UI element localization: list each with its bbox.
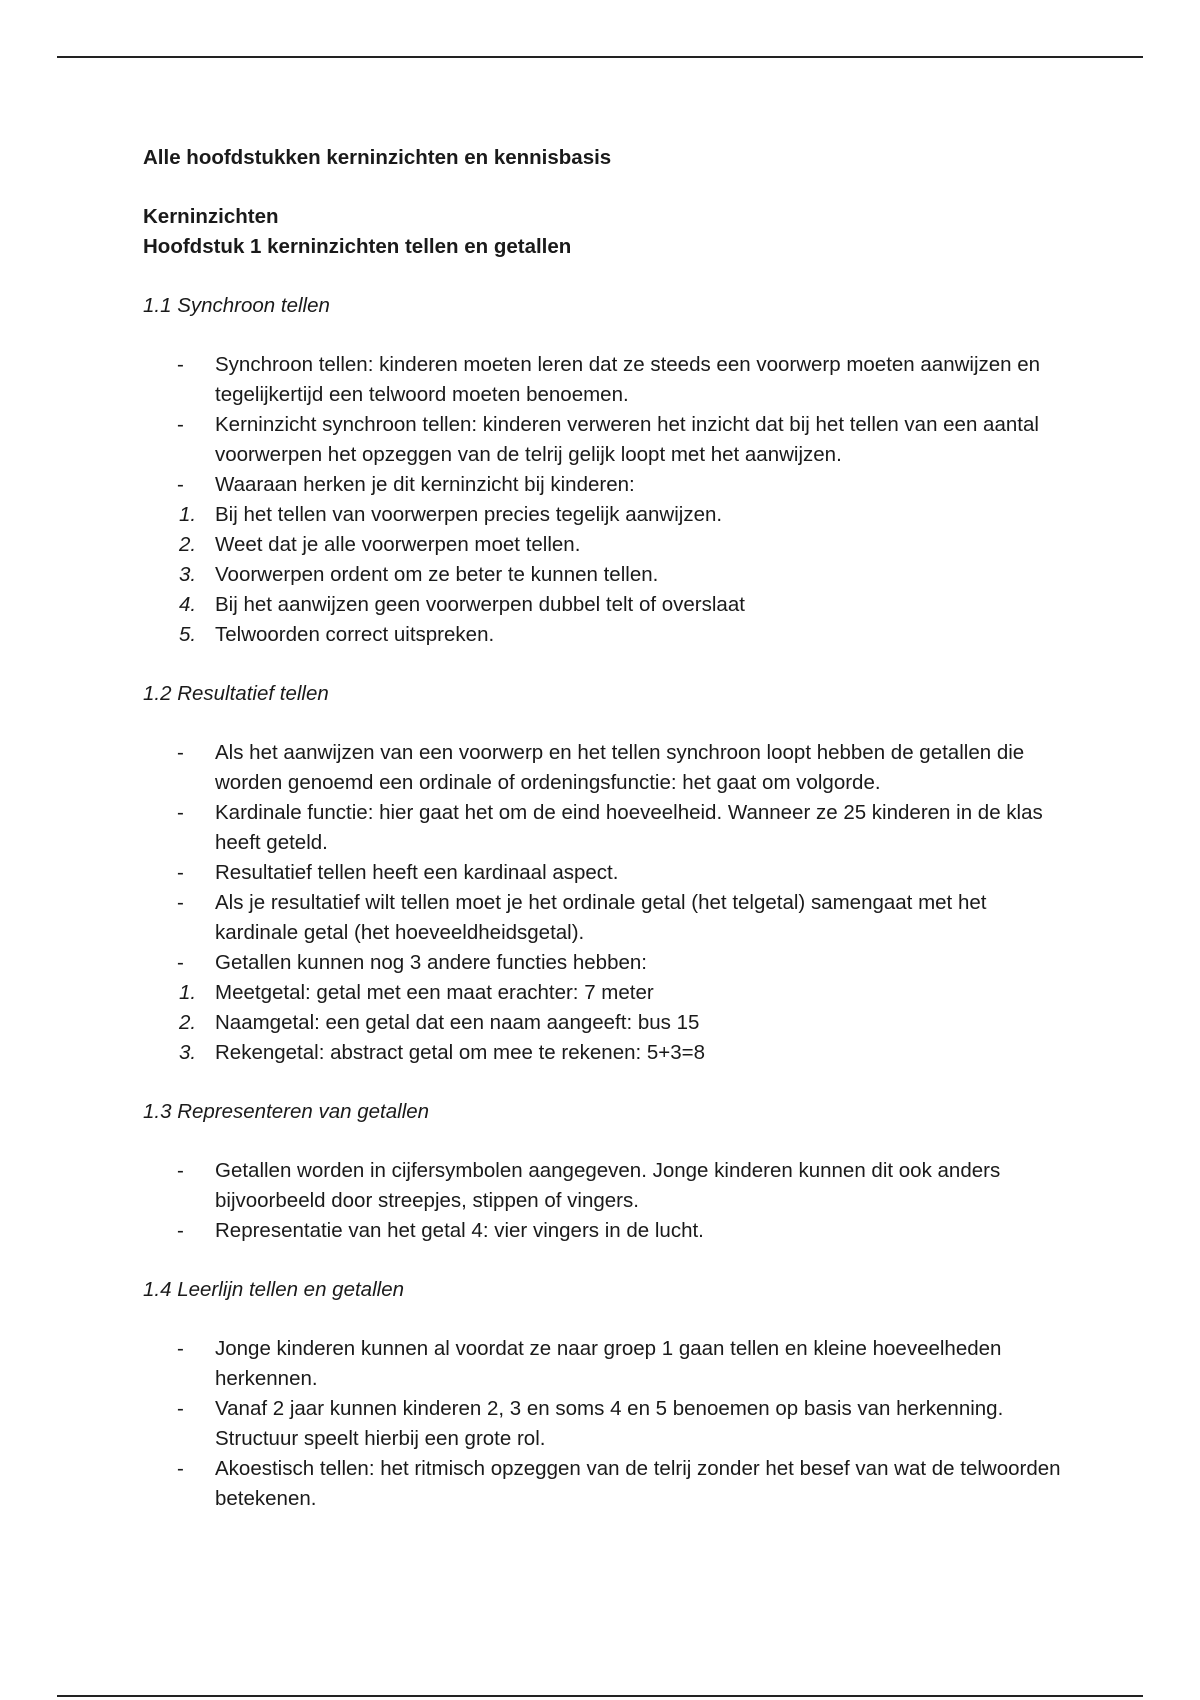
- list-item-text: Voorwerpen ordent om ze beter te kunnen tellen.: [215, 563, 659, 586]
- list-item-text: Bij het aanwijzen geen voorwerpen dubbel telt of overslaat: [215, 593, 745, 616]
- chapter-heading-block: [143, 202, 1063, 262]
- section-list: [143, 350, 1063, 650]
- section-heading: 1.3 Representeren van getallen: [143, 1100, 430, 1123]
- list-dash: -: [177, 473, 184, 496]
- list-number: 5.: [179, 623, 197, 646]
- list-number: 4.: [179, 593, 197, 616]
- list-item-text: Getallen worden in cijfersymbolen aangegeven. Jonge kinderen kunnen dit ook anders bijvoorbeeld door streepjes, stippen of vingers.: [215, 1159, 1001, 1212]
- list-item-text: Rekengetal: abstract getal om mee te rekenen: 5+3=8: [215, 1041, 706, 1064]
- section-list: [143, 1156, 1063, 1246]
- document-body: [143, 143, 1063, 1543]
- list-item-text: Als je resultatief wilt tellen moet je het ordinale getal (het telgetal) samengaat met het kardinale getal (het hoeveeldheidsgetal).: [215, 891, 987, 944]
- bullet-list-item: [143, 1334, 1063, 1394]
- list-item-text: Synchroon tellen: kinderen moeten leren dat ze steeds een voorwerp moeten aanwijzen en tegelijkertijd een telwoord moeten benoemen.: [215, 353, 1041, 406]
- list-number: 1.: [179, 981, 197, 1004]
- section-list: [143, 738, 1063, 1068]
- list-item-text: Telwoorden correct uitspreken.: [215, 623, 495, 646]
- numbered-list-item: [143, 978, 1063, 1008]
- sections-container: [143, 291, 1063, 1514]
- list-number: 3.: [179, 1041, 197, 1064]
- list-dash: -: [177, 1397, 184, 1420]
- numbered-list-item: [143, 500, 1063, 530]
- list-item-text: Weet dat je alle voorwerpen moet tellen.: [215, 533, 581, 556]
- list-dash: -: [177, 1219, 184, 1242]
- bullet-list-item: [143, 858, 1063, 888]
- numbered-list-item: [143, 530, 1063, 560]
- list-item-text: Getallen kunnen nog 3 andere functies hebben:: [215, 951, 647, 974]
- bullet-list-item: [143, 888, 1063, 948]
- document-title: Alle hoofdstukken kerninzichten en kennisbasis: [143, 146, 612, 169]
- list-dash: -: [177, 891, 184, 914]
- list-item-text: Vanaf 2 jaar kunnen kinderen 2, 3 en soms 4 en 5 benoemen op basis van herkenning. Structuur speelt hierbij een grote rol.: [215, 1397, 1004, 1450]
- bullet-list-item: [143, 798, 1063, 858]
- list-number: 2.: [179, 533, 197, 556]
- chapter-title: Hoofdstuk 1 kerninzichten tellen en getallen: [143, 235, 572, 258]
- list-dash: -: [177, 1159, 184, 1182]
- numbered-list-item: [143, 1038, 1063, 1068]
- kerninzichten-heading: Kerninzichten: [143, 205, 279, 228]
- list-item-text: Bij het tellen van voorwerpen precies tegelijk aanwijzen.: [215, 503, 723, 526]
- list-dash: -: [177, 801, 184, 824]
- list-item-text: Resultatief tellen heeft een kardinaal aspect.: [215, 861, 619, 884]
- list-item-text: Kerninzicht synchroon tellen: kinderen verweren het inzicht dat bij het tellen van een aantal voorwerpen het opzeggen van de telrij gelijk loopt met het aanwijzen.: [215, 413, 1039, 466]
- list-number: 2.: [179, 1011, 197, 1034]
- list-item-text: Jonge kinderen kunnen al voordat ze naar groep 1 gaan tellen en kleine hoeveelheden herkennen.: [215, 1337, 1002, 1390]
- list-item-text: Akoestisch tellen: het ritmisch opzeggen van de telrij zonder het besef van wat de telwoorden betekenen.: [215, 1457, 1061, 1510]
- list-dash: -: [177, 413, 184, 436]
- list-item-text: Als het aanwijzen van een voorwerp en het tellen synchroon loopt hebben de getallen die worden genoemd een ordinale of ordeningsfunctie: het gaat om volgorde.: [215, 741, 1025, 794]
- list-item-text: Meetgetal: getal met een maat erachter: 7 meter: [215, 981, 654, 1004]
- list-item-text: Naamgetal: een getal dat een naam aangeeft: bus 15: [215, 1011, 700, 1034]
- bullet-list-item: [143, 1454, 1063, 1514]
- list-number: 1.: [179, 503, 197, 526]
- bullet-list-item: [143, 350, 1063, 410]
- section-heading: 1.2 Resultatief tellen: [143, 682, 329, 705]
- bullet-list-item: [143, 1216, 1063, 1246]
- section-heading: 1.1 Synchroon tellen: [143, 294, 330, 317]
- list-dash: -: [177, 951, 184, 974]
- list-dash: -: [177, 861, 184, 884]
- list-dash: -: [177, 1337, 184, 1360]
- numbered-list-item: [143, 1008, 1063, 1038]
- bullet-list-item: [143, 410, 1063, 470]
- list-item-text: Representatie van het getal 4: vier vingers in de lucht.: [215, 1219, 704, 1242]
- header-rule: [57, 56, 1143, 58]
- numbered-list-item: [143, 560, 1063, 590]
- list-dash: -: [177, 1457, 184, 1480]
- footer-rule: [57, 1695, 1143, 1697]
- list-item-text: Waaraan herken je dit kerninzicht bij kinderen:: [215, 473, 635, 496]
- list-item-text: Kardinale functie: hier gaat het om de eind hoeveelheid. Wanneer ze 25 kinderen in de klas heeft geteld.: [215, 801, 1043, 854]
- section-list: [143, 1334, 1063, 1514]
- bullet-list-item: [143, 948, 1063, 978]
- list-dash: -: [177, 741, 184, 764]
- numbered-list-item: [143, 620, 1063, 650]
- numbered-list-item: [143, 590, 1063, 620]
- bullet-list-item: [143, 470, 1063, 500]
- bullet-list-item: [143, 1156, 1063, 1216]
- bullet-list-item: [143, 738, 1063, 798]
- list-dash: -: [177, 353, 184, 376]
- section-heading: 1.4 Leerlijn tellen en getallen: [143, 1278, 404, 1301]
- list-number: 3.: [179, 563, 197, 586]
- bullet-list-item: [143, 1394, 1063, 1454]
